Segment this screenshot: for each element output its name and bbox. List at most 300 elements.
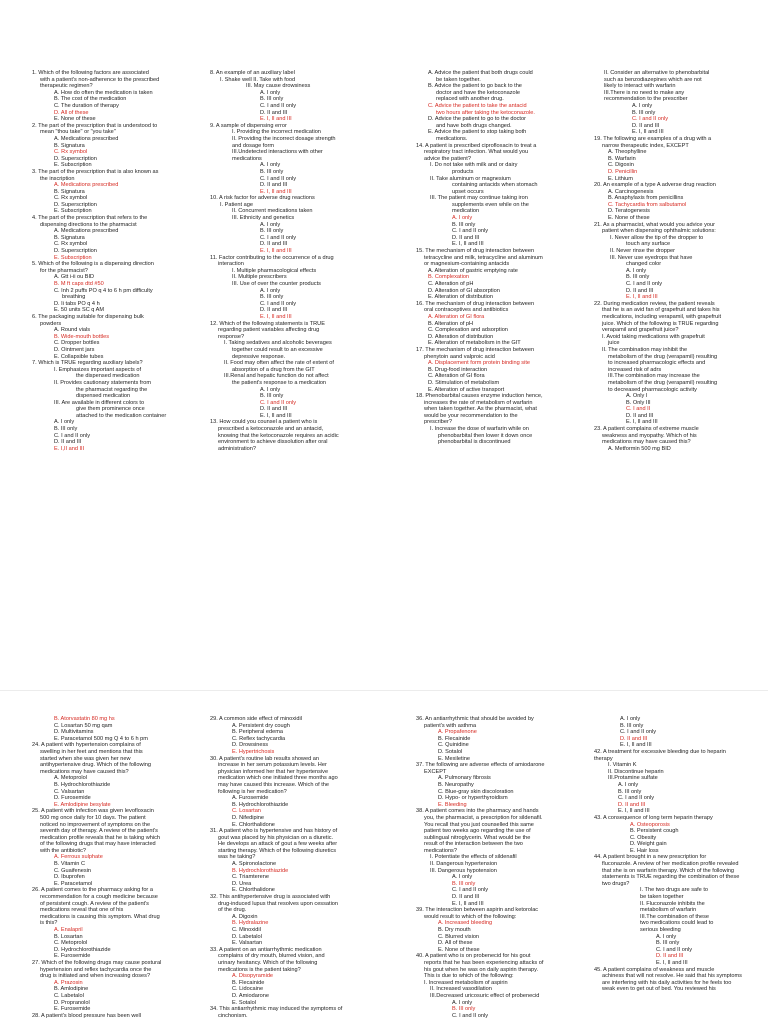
question-line: D. Multivitamins [54,729,94,736]
question-line: 6. The packaging suitable for dispensing bulk [32,313,144,320]
question-line: II. Providing the incorrect dosage strength [232,135,336,142]
question-line: 37. The following are adverse effects of amiodarone [416,762,545,769]
question-line: C. Valsartan [54,788,85,795]
question-line: patient's with asthma [424,722,477,729]
answer-line: E. Amlodipine besylate [54,801,111,808]
question-line: reports that he has been experiencing attacks of [424,959,544,966]
question-line: B. III only [618,788,642,795]
answer-line: E. I, II and III [260,248,292,255]
question-line: E. Advice the patient to stop taking both [428,129,527,136]
question-line: A. Pulmonary fibrosis [438,775,491,782]
question-line: the pharmacist regarding the [76,386,148,393]
question-line: prescribed a ketoconazole and an antacid, [218,426,324,433]
question-line: B. III only [260,294,284,301]
question-line: medications reveal that one of his [40,907,124,914]
question-line: D. II and III [260,241,288,248]
answer-line: A. Disopyramide [232,973,274,980]
question-line: B. Amlodipine [54,986,89,993]
answer-line: E. Hypertrichosis [232,748,275,755]
question-line: 8. An example of an auxiliary label [210,70,295,76]
question-line: A. I only [260,89,281,96]
question-line: E. None of these [608,215,650,222]
question-line: III. Are available in different colors to [54,399,145,406]
question-line: together could result to an excessive [232,346,323,353]
question-line: response? [218,333,245,340]
question-line: recommendation for a cough medicine because [40,894,158,901]
question-line: I. Vitamin K [608,762,637,769]
question-line: advice the patient? [424,155,471,162]
question-line: 10. A risk factor for adverse drug reactions [210,195,315,202]
question-line: absorption of a drug from the GIT [232,366,315,373]
question-line: C. Rx symbol [54,241,88,248]
question-line: C. Digoxin [608,162,634,169]
question-line: A. Metformin 500 mg BID [608,445,671,452]
answer-line: E. I, II and III [626,294,658,301]
question-line: 20. An example of a type A adverse drug reaction [594,182,716,189]
answer-line: B. Atorvastatin 80 mg hs [54,716,115,722]
question-line: narrow therapeutic index, EXCEPT [602,142,689,149]
question-line: A. Theophylline [608,149,647,156]
question-line: 9. A sample of dispensing error [210,122,287,129]
question-line: I. Do not take with milk and or dairy [430,162,518,169]
question-line: medications is the patient taking? [218,966,301,973]
question-line: E. Chlorthalidone [232,887,275,894]
question-line: when taken together. As the pharmacist, what [424,406,537,413]
answer-line: A. Prazosin [54,979,83,986]
question-line: E. Sotalol [232,999,256,1006]
question-line: two drugs? [602,880,630,887]
question-line: B. Flecainide [438,735,471,742]
answer-line: C. Tachycardia from salbutamol [608,201,687,208]
answer-line: C. Rx symbol [54,149,88,156]
question-line: would result to which of the following: [424,913,517,920]
question-line: E. Alteration of active transport [428,386,505,393]
answer-line: E. I, II and III [260,313,292,320]
question-line: 14. A patient is prescribed ciprofloxacin to treat a [416,142,537,149]
question-line: A. Gtt i-ii ou BID [54,274,95,281]
question-line: noticed no improvement of symptoms on the [40,821,151,828]
question-line: 42. A treatment for excessive bleeding due to heparin [594,748,726,755]
question-line: A. I only [54,419,75,426]
question-line: B. Alteration of pH [428,320,474,327]
question-line: A. I only [618,781,639,788]
question-line: 21. As a pharmacist, what would you advice your [594,221,715,228]
question-line: 19. The following are examples of a drug with a [594,135,712,142]
answer-line: B. Complexation [428,274,470,281]
question-line: 16. The mechanism of drug interaction between [416,300,535,307]
question-line: D. Hypo- or hyperthyroidism [438,795,508,802]
question-line: A. I only [620,716,641,722]
question-line: E. I, II and III [260,412,292,419]
question-line: E. Paracetamol 500 mg Q 4 to 6 h pm [54,735,148,742]
question-line: 7. Which is TRUE regarding auxiliary labels? [32,360,143,367]
question-line: C. Losartan 50 mg qam [54,722,113,729]
question-line: C. Triamterene [232,874,269,881]
question-line: for the pharmacist? [40,267,88,274]
question-line: D. II and III [260,182,288,189]
question-line: give them prominence once [76,406,145,413]
question-line: metabolism of warfarin [640,907,697,914]
question-line: 2. The part of the prescription that is understood to [32,122,158,129]
question-line: medications? [424,847,457,854]
question-line: A. Round vials [54,327,91,334]
question-line: C. Lidocaine [232,986,264,993]
question-line: phenobarbital then lower it down once [438,432,533,439]
question-line: A. I only [656,933,677,940]
question-line: C. I and II only [260,300,297,307]
question-line: 3. The part of the prescription that is also known as [32,168,159,175]
question-line: A. I only [632,102,653,109]
question-line: breathing [62,294,86,301]
question-line: medication [452,208,480,215]
question-line: to decreased pharmacologic activity [608,386,697,393]
question-line: swelling in her feet and mentions that this [40,748,143,755]
question-line: E. Hair loss [630,847,659,854]
question-line: E. I, II and III [632,129,664,136]
question-line: started when she was given her new [40,755,131,762]
question-line: I. Potentiate the effects of sildenafil [430,854,517,861]
question-line: tetracycline and milk, tetracycline and aluminum [424,254,543,261]
question-line: result of the interaction between the two [424,841,523,848]
question-line: 31. A patient who is hypertensive and has history of [210,828,338,835]
question-line: C. I and II only [620,729,657,736]
question-line: E. Chlorthalidone [232,821,275,828]
question-line: of persistent cough. A review of the patient's [40,900,149,907]
question-line: I. Increase the dose of warfarin while on [430,426,529,433]
question-line: B. III only [260,393,284,400]
question-line: C. Blue-gray skin discoloration [438,788,514,795]
question-line: interaction [218,261,244,268]
question-line: E. None of these [438,946,480,953]
question-line: starting therapy. Which of the following diuretics [218,847,337,854]
question-line: phenytoin aand valproic acid [424,353,495,360]
question-line: 36. An antiarrhythmic that should be avoided by [416,716,534,722]
question-line: B. III only [452,221,476,228]
question-line: B. III only [632,109,656,116]
question-line: A. Furosemide [232,795,269,802]
question-line: II. Provides cautionary statements from [54,379,151,386]
question-line: III. Use of over the counter products [232,281,321,287]
answer-line: A. Propafenone [438,729,477,736]
question-line: E. I, II and III [620,742,652,749]
question-line: 38. A patient comes into the pharmacy and hands [416,808,539,815]
question-line: attached to the medication container [76,412,167,419]
question-line: urinary hesitancy. Which of the following [218,959,318,966]
question-line: D. Drowsiness [232,742,269,749]
question-line: verapamil and grapefruit juice? [602,327,679,334]
question-line: A. I only [452,999,473,1006]
question-line: B. Persistent cough [630,828,679,835]
question-line: I. Taking sedatives and alcoholic beverages [224,340,332,347]
question-line: metabolism of the drug (verapamil) resulting [608,379,718,386]
question-line: E. I, II and III [626,419,658,426]
question-line: D. Teratogenesis [608,208,650,215]
question-line: B. III only [260,228,284,235]
question-line: A. I only [260,221,281,228]
answer-line: C. Losartan [232,808,261,815]
answer-line: D. II and III [620,735,648,742]
question-line: II. The combination may inhibit the [602,346,688,353]
question-line: He develops an attack of gout a few weeks after [218,841,338,848]
question-line: medication profile reveals that he is taking which [40,834,161,841]
question-line: 15. The mechanism of drug interaction between [416,248,535,255]
question-line: I. Multiple pharmacological effects [232,267,317,274]
question-line: E. I, II and III [452,900,484,907]
question-line: and have both drugs changed. [436,122,512,129]
question-line: A. I only [626,267,647,274]
question-line: A. I only [260,386,281,393]
question-line: A. Carcinogenesis [608,188,654,195]
question-line: complains of dry mouth, blurred vision, and [218,953,325,960]
question-line: III.Protamine sulfate [608,775,658,782]
question-line: D. Advice the patient to go to the doctor [428,116,526,123]
question-line: I. Avoid taking medications with grapefruit [602,333,705,340]
question-line: 12. Which of the following statements is TRUE [210,320,325,327]
question-line: B. Drug-food interaction [428,366,488,373]
question-line: A. Medications prescribed [54,135,119,142]
answer-line: D. All of these [54,109,89,116]
question-line: E. Subscription [54,208,92,215]
question-line: B. Hydrochlorothiazide [232,801,289,808]
answer-line: B. III only [452,880,476,887]
question-line: C. I and II only [626,281,663,287]
question-line: administration? [218,445,256,452]
question-line: D. Sotalol [438,748,463,755]
question-line: powders [40,320,62,327]
question-line: C. Reflex tachycardia [232,735,286,742]
question-line: E. Valsartan [232,940,263,947]
answer-line: E. I, II and III [260,188,292,195]
question-line: increases the rate of metabolism of warfarin [424,399,533,406]
question-line: B. III only [656,940,680,947]
question-line: the inscription [40,175,75,182]
question-line: D. II and III [54,439,82,446]
question-line: C. Dropper bottles [54,340,100,347]
question-line: 30. A patient's routine lab results showed an [210,755,319,762]
answer-line: D. Penicillin [608,168,638,175]
question-line: B. Losartan [54,933,83,940]
question-line: with a patient's non-adherence to the prescribed [40,76,160,83]
question-line: C. I and II only [452,1012,489,1019]
question-line: B. Signatura [54,142,85,149]
question-line: C. I and II only [656,946,693,953]
question-line: was he taking? [218,854,256,861]
question-line: 34. This antiarrhythmic may induced the symptoms of [210,1006,343,1013]
question-line: C. Obesity [630,834,657,841]
question-line: D. Superscription [54,155,97,162]
question-line: 25. A patient with infection was given levofloxacin [32,808,154,815]
question-line: E. I, II and III [618,808,650,815]
question-line: A. I only [452,874,473,881]
question-line: C. Quinidine [438,742,469,749]
answer-line: C. I and II [626,406,651,413]
page1-column-3 [416,70,588,446]
question-line: II. Multiple prescribers [232,274,287,281]
question-line: D. Stimulation of metabolism [428,379,500,386]
question-line: weakness and myopathy. Which of his [602,432,697,439]
question-line: following is her medication? [218,788,287,795]
question-line: E. None of these [54,116,96,123]
question-line: C. Inh 2 puffs PO q 4 to 6 h pm difficulty [54,287,153,294]
question-line: of the following drugs that may have interacted [40,841,156,848]
answer-line: A. Alteration of GI flora [428,313,485,320]
question-line: 33. A patient on an antiarrhythmic medication [210,946,322,953]
question-line: gout was placed by his physician on a diuretic. [218,834,334,841]
question-line: sublingual nitroglycerin. What would be the [424,834,531,841]
question-line: II. Increased vasodilation [430,986,492,993]
question-line: C. I and II only [260,102,297,109]
question-line: prescriber? [424,419,452,426]
question-line: 45. A patient complains of weakness and muscle [594,966,715,973]
question-line: the patient's response to a medication [232,379,327,386]
question-line: 13. How could you counsel a patient who is [210,419,318,426]
answer-line: E. Subscription [54,254,92,261]
question-line: medications may have caused this? [40,768,129,775]
question-line: be taken together. [436,76,481,83]
question-line: medications. [436,135,468,142]
question-line: B. Dry mouth [438,927,471,933]
question-line: I. Providing the incorrect medication [232,129,321,136]
question-line: likely to interact with warfarin [604,83,676,90]
question-line: A. Persistent dry cough [232,722,290,729]
question-line: D. II and III [452,894,480,901]
question-line: products [452,168,474,175]
question-line: E. Mexiletine [438,755,471,762]
question-line: therapeutic regimen? [40,83,93,90]
question-line: 43. A consequence of long term heparin therapy [594,814,713,821]
question-line: drug-induced lupus that resolves upon cessation [218,900,339,907]
question-line: knowing that the ketoconazole requires an acidic [218,432,339,439]
question-line: oral contraceptives and antibiotics [424,307,509,314]
question-line: physician informed her that her hypertensive [218,768,329,775]
question-line: E. Subscription [54,162,92,169]
question-line: 22. During medication review, the patient reveals [594,300,715,307]
question-line: 24. A patient with hypertension complains of [32,742,141,749]
page2-column-2 [210,716,382,1019]
question-line: B. Flecainide [232,979,265,986]
question-line: to increased pharmacologic effects and [608,360,706,367]
question-line: regarding patient variables affecting drug [218,327,320,334]
question-line: E. Alteration of distribution [428,294,493,301]
page-divider [0,690,768,691]
question-line: C. Labetalol [54,992,84,999]
answer-line: C. I and II only [260,399,297,406]
question-line: III.Undetected interactions with other [232,149,323,156]
question-line: 40. A patient who is on probenecid for his gout [416,953,531,960]
question-line: and dosage form [232,142,274,149]
question-line: hypertension and reflex tachycardia once the [40,966,152,973]
page1-column-2 [210,70,382,452]
question-line: of the drug. [218,907,247,914]
question-line: D. Superscription [54,201,97,208]
question-line: E. 50 units SC q AM [54,307,105,314]
question-line: C. I and II only [452,887,489,894]
question-line: D. Alteration of GI absorption [428,287,500,294]
question-line: A. Only I [626,393,648,400]
answer-line: E. I, II and III [260,116,292,123]
question-line: metabolism of the drug (verapamil) resulting [608,353,718,360]
question-line: achiness that will not resolve. He said that his symptoms [602,973,742,980]
question-line: III.The combination may increase the [608,373,700,380]
question-line: medications may have caused this? [602,439,691,446]
page2-column-1 [32,716,204,1019]
question-line: drug is initiated and when increasing doses? [40,973,151,980]
question-line: dispensed medication [76,393,131,400]
question-line: D. II and III [452,234,480,241]
question-line: C. Guaifenesin [54,867,92,874]
question-line: B. III only [260,168,284,175]
question-line: I. Patient age [220,201,253,208]
question-line: antihypertensive drug. Which of the following [40,762,152,769]
question-line: that she is on warfarin therapy. Which of the following [602,867,735,874]
question-line: B. Only III [626,399,651,406]
question-line: 29. A common side effect of minoxidil [210,716,302,722]
question-line: juice [608,340,620,347]
answer-line: E. I,II and III [54,445,85,452]
question-line: depressive response. [232,353,286,360]
question-line: C. Complexation and adsorption [428,327,508,334]
answer-line: E. Bleeding [438,801,467,808]
question-line: supplements even while on the [452,201,529,208]
question-line: such as benzodiazepines which are not [604,76,702,83]
question-line: D. Amiodarone [232,992,270,999]
question-line: containing antacids when stomach [452,182,538,189]
answer-line: D. II and III [656,953,684,960]
question-line: juice. Which of the following is TRUE regarding [602,320,719,327]
question-line: III. May cause drowsiness [246,83,311,90]
question-line: dispensing directions to the pharmacist [40,221,137,228]
page1-column-1 [32,70,204,452]
answer-line: B. M ft caps dtd #50 [54,281,104,287]
question-line: C. Blurred vision [438,933,480,940]
question-line: medications [232,155,262,162]
question-line: E. Collapsible tubes [54,353,104,360]
question-line: environment to achieve dissolution after oral [218,439,328,446]
question-line: upset occurs [452,188,484,195]
question-line: E. Lithium [608,175,633,182]
question-line: D. Furosemide [54,795,91,802]
question-line: would be your recommendation to the [424,412,518,419]
answer-line: two hours after taking the ketoconazole. [436,109,535,116]
question-line: respiratory tract infection. What would you [424,149,529,156]
question-line: III.The combination of these [640,913,710,920]
question-line: B. Peripheral edema [232,729,283,736]
question-line: 39. The interaction between aspirin and ketorolac [416,907,539,914]
question-line: seventh day of therapy. A review of the patient's [40,828,158,835]
question-line: cinchonism. [218,1012,248,1019]
question-line: 32. This antihypertensive drug is associated with [210,894,331,901]
question-line: I. The two drugs are safe to [640,887,708,894]
question-line: D. Hydrochlorothiazide [54,946,111,953]
question-line: III.There is no need to make any [604,89,685,96]
question-line: 17. The mechanism of drug interaction between [416,346,535,353]
question-line: 26. A patient comes to the pharmacy asking for a [32,887,153,894]
question-line: C. The duration of therapy [54,102,119,109]
question-line: increase in her serum potassium levels. Her [218,762,327,769]
question-line: B. Warfarin [608,155,636,162]
question-line: medications is causing this symptom. What drug [40,913,160,920]
answer-line: A. I only [452,215,473,222]
question-line: I. Emphasizes important aspects of [54,366,142,373]
question-line: A. How do often the medication is taken [54,89,153,96]
question-line: D. II and III [260,406,288,413]
question-line: II. Fluconazole inhibits the [640,900,705,907]
question-line: C. I and II only [260,234,297,241]
question-line: A. Digoxin [232,913,258,920]
question-line: 44. A patient brought in a new prescription for [594,854,707,861]
question-line: statements is TRUE regarding the combination of these [602,874,740,881]
question-line: D. Alteration of distribution [428,333,494,340]
